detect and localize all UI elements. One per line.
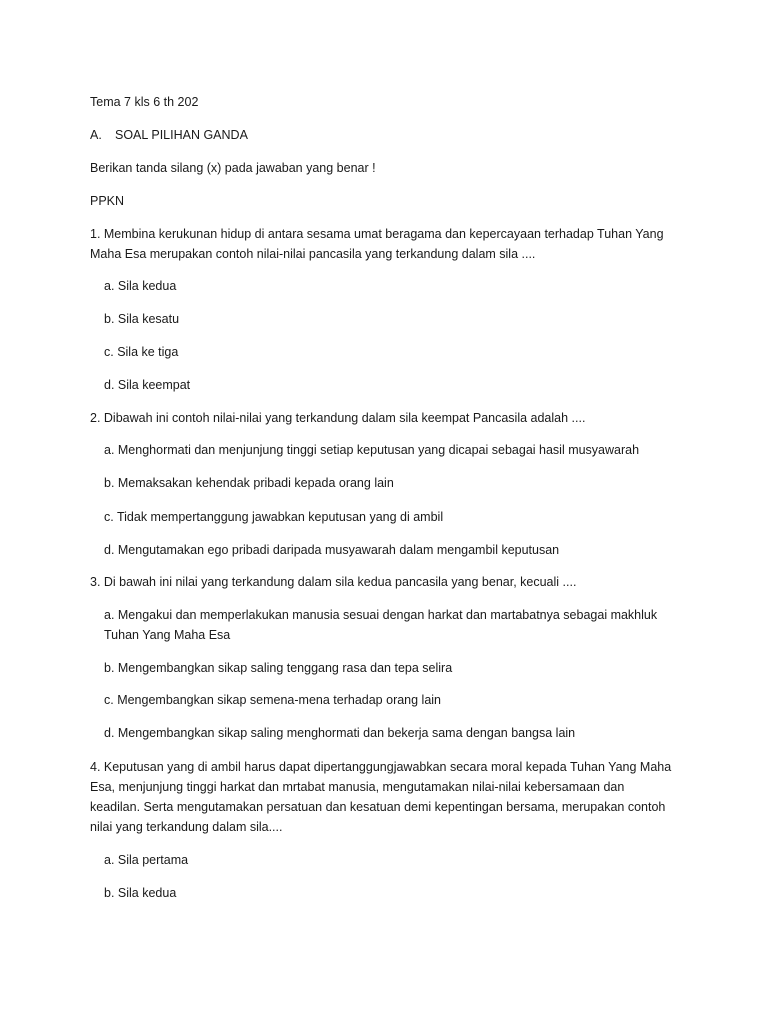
question-3-option-d: d. Mengembangkan sikap saling menghormati dan bekerja sama dengan bangsa lain (104, 726, 576, 740)
question-2-option-c: c. Tidak mempertanggung jawabkan keputusan yang di ambil (104, 510, 444, 524)
question-1-option-c: c. Sila ke tiga (104, 345, 179, 359)
question-1-line: Maha Esa merupakan contoh nilai-nilai pancasila yang terkandung dalam sila .... (90, 247, 536, 261)
question-2-option-a: a. Menghormati dan menjunjung tinggi setiap keputusan yang dicapai sebagai hasil musyawarah (104, 443, 640, 457)
question-1-option-b: b. Sila kesatu (104, 312, 180, 326)
question-4-line: keadilan. Serta mengutamakan persatuan dan kesatuan demi kepentingan bersama, merupakan contoh (90, 800, 666, 814)
question-3-option-a-line: Tuhan Yang Maha Esa (104, 628, 231, 642)
question-4-option-a: a. Sila pertama (104, 853, 189, 867)
question-2-option-b: b. Memaksakan kehendak pribadi kepada orang lain (104, 476, 394, 490)
question-3-option-a (104, 605, 704, 645)
subject-label: PPKN (90, 194, 125, 208)
question-4-line: nilai yang terkandung dalam sila.... (90, 820, 283, 834)
question-1-option-a: a. Sila kedua (104, 279, 177, 293)
question-4-line: 4. Keputusan yang di ambil harus dapat dipertanggungjawabkan secara moral kepada Tuhan Yang Maha (90, 760, 672, 774)
question-3-text: 3. Di bawah ini nilai yang terkandung dalam sila kedua pancasila yang benar, kecuali .... (90, 575, 577, 589)
question-4-text (90, 757, 690, 837)
question-3-option-c: c. Mengembangkan sikap semena-mena terhadap orang lain (104, 693, 442, 707)
instruction-text: Berikan tanda silang (x) pada jawaban yang benar ! (90, 161, 376, 175)
question-3-option-b: b. Mengembangkan sikap saling tenggang rasa dan tepa selira (104, 661, 453, 675)
question-1-line: 1. Membina kerukunan hidup di antara sesama umat beragama dan kepercayaan terhadap Tuhan Yang (90, 227, 664, 241)
section-title: SOAL PILIHAN GANDA (115, 128, 248, 142)
question-3-option-a-line: a. Mengakui dan memperlakukan manusia sesuai dengan harkat dan martabatnya sebagai makhluk (104, 608, 658, 622)
section-number: A. (90, 128, 102, 142)
question-1-text (90, 224, 690, 264)
question-2-option-d: d. Mengutamakan ego pribadi daripada musyawarah dalam mengambil keputusan (104, 543, 560, 557)
section-heading (90, 125, 248, 145)
question-2-text: 2. Dibawah ini contoh nilai-nilai yang terkandung dalam sila keempat Pancasila adalah .... (90, 411, 586, 425)
question-4-line: Esa, menjunjung tinggi harkat dan mrtabat manusia, mengutamakan nilai-nilai kebersamaan dan (90, 780, 625, 794)
question-4-option-b: b. Sila kedua (104, 886, 177, 900)
document-title: Tema 7 kls 6 th 202 (90, 95, 199, 109)
question-1-option-d: d. Sila keempat (104, 378, 191, 392)
